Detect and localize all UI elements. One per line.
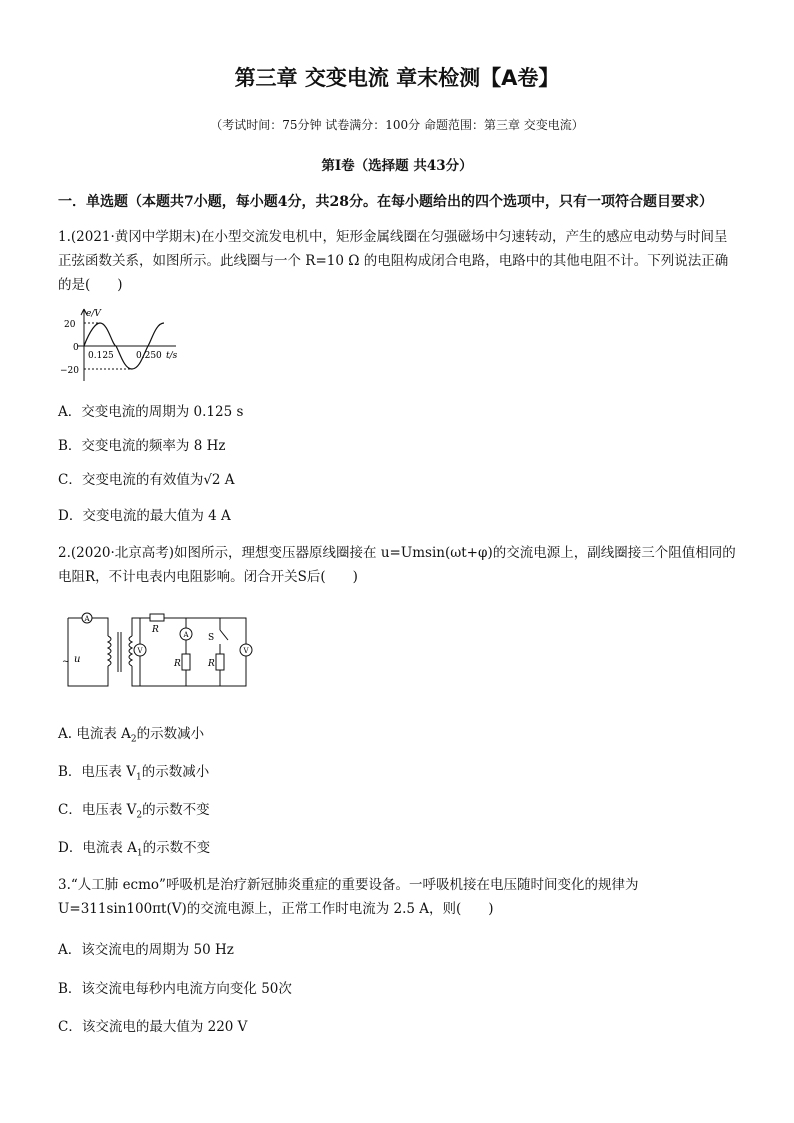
question-2-stem: 2.(2020·北京高考)如图所示，理想变压器原线圈接在 u=Umsin(ωt+φ)的交流电源上，副线圈接三个阻值相同的电阻R，不计电表内电阻影响。闭合开关S后( ) — [58, 545, 736, 585]
question-3-stem: 3.“人工肺 ecmo”呼吸机是治疗新冠肺炎重症的重要设备。一呼吸机接在电压随时间变化的规律为 U=311sin100πt(V)的交流电源上，正常工作时电流为 2.5 A，则( ) — [58, 877, 639, 917]
branch1-r-label: R — [174, 659, 181, 669]
branch2-r-label: R — [208, 659, 215, 669]
y-zero-tick: 0 — [73, 343, 79, 353]
ammeter-a1-icon: A — [84, 615, 90, 623]
exam-meta: （考试时间：75分钟 试卷满分：100分 命题范围：第三章 交变电流） — [210, 118, 584, 132]
q1-option-c: C．交变电流的有效值为√2 A — [58, 472, 235, 488]
q2-option-b: B．电压表 $V_1$的示数减小 — [58, 764, 210, 783]
y-neg-tick: −20 — [60, 366, 79, 376]
series-r-label: R — [152, 625, 159, 635]
q2-option-c: C．电压表 $V_2$的示数不变 — [58, 802, 210, 821]
q1-sine-graph — [58, 305, 188, 385]
part-heading: 第Ⅰ卷（选择题 共43分） — [321, 158, 473, 174]
ammeter-a2-icon: A — [183, 631, 189, 639]
x-label: t/s — [166, 351, 178, 361]
q2-circuit-diagram — [58, 606, 258, 692]
q2-option-d: D．电流表 $A_1$的示数不变 — [58, 840, 211, 859]
voltmeter-v2-icon: V — [243, 647, 249, 655]
q2-option-a: A. 电流表 $A_2$的示数减小 — [58, 726, 205, 745]
q3-option-a: A．该交流电的周期为 50 Hz — [58, 942, 234, 958]
y-label: e/V — [86, 309, 101, 319]
y-pos-tick: 20 — [64, 320, 76, 330]
page-title: 第三章 交变电流 章末检测【A卷】 — [234, 66, 560, 90]
q3-option-b: B．该交流电每秒内电流方向变化 50次 — [58, 981, 292, 997]
question-1-stem: 1.(2021·黄冈中学期末)在小型交流发电机中，矩形金属线圈在匀强磁场中匀速转动，产生的感应电动势与时间呈正弦函数关系，如图所示。此线圈与一个 R=10 Ω 的电阻构成闭合电路，电路中的其他电阻不计。下列说法正确的是( ) — [58, 229, 729, 293]
q3-option-c: C．该交流电的最大值为 220 V — [58, 1019, 248, 1035]
x-tick-1: 0.125 — [88, 351, 114, 361]
ac-source-icon: ~ — [62, 657, 70, 667]
voltmeter-v1-icon: V — [137, 647, 143, 655]
source-u-label: u — [74, 654, 81, 665]
q1-option-b: B．交变电流的频率为 8 Hz — [58, 438, 226, 454]
x-tick-2: 0.250 — [136, 351, 162, 361]
q1-option-d: D．交变电流的最大值为 4 A — [58, 508, 231, 524]
section-heading: 一．单选题（本题共7小题，每小题4分，共28分。在每小题给出的四个选项中，只有一项符合题目要求） — [58, 194, 713, 210]
switch-s-label: S — [208, 633, 215, 643]
q1-option-a: A．交变电流的周期为 0.125 s — [58, 404, 244, 420]
